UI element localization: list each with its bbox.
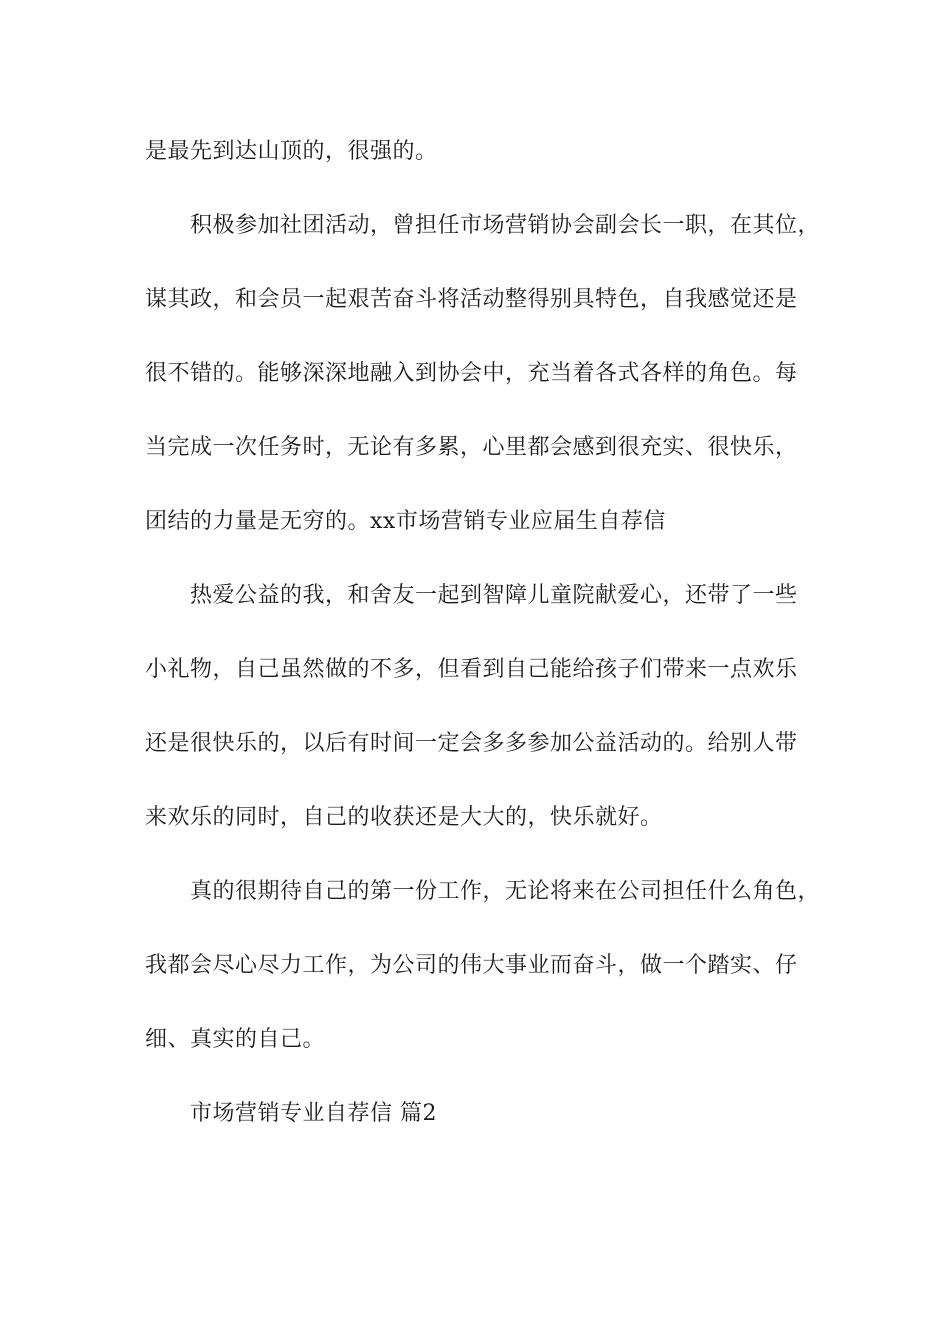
paragraph-line: 是最先到达山顶的，很强的。 [145, 139, 438, 164]
paragraph-line: 细、真实的自己。 [145, 1027, 326, 1052]
paragraph-line: 谋其政，和会员一起艰苦奋斗将活动整得别具特色，自我感觉还是 [145, 287, 798, 312]
paragraph-line: 团结的力量是无穷的。xx市场营销专业应届生自荐信 [145, 509, 666, 534]
paragraph-line: 真的很期待自己的第一份工作，无论将来在公司担任什么角色， [190, 879, 821, 904]
paragraph-line: 当完成一次任务时，无论有多累，心里都会感到很充实、很快乐， [145, 435, 798, 460]
paragraph-line: 来欢乐的同时，自己的收获还是大大的，快乐就好。 [145, 805, 663, 830]
paragraph-line: 我都会尽心尽力工作，为公司的伟大事业而奋斗，做一个踏实、仔 [145, 953, 798, 978]
paragraph-line: 很不错的。能够深深地融入到协会中，充当着各式各样的角色。每 [145, 361, 798, 386]
paragraph-line: 还是很快乐的，以后有时间一定会多多参加公益活动的。给别人带 [145, 731, 798, 756]
paragraph-line: 小礼物，自己虽然做的不多，但看到自己能给孩子们带来一点欢乐 [145, 657, 798, 682]
paragraph-line: 热爱公益的我，和舍友一起到智障儿童院献爱心，还带了一些 [190, 583, 798, 608]
section-heading: 市场营销专业自荐信 篇2 [190, 1101, 437, 1126]
paragraph-line: 积极参加社团活动，曾担任市场营销协会副会长一职，在其位， [190, 213, 821, 238]
